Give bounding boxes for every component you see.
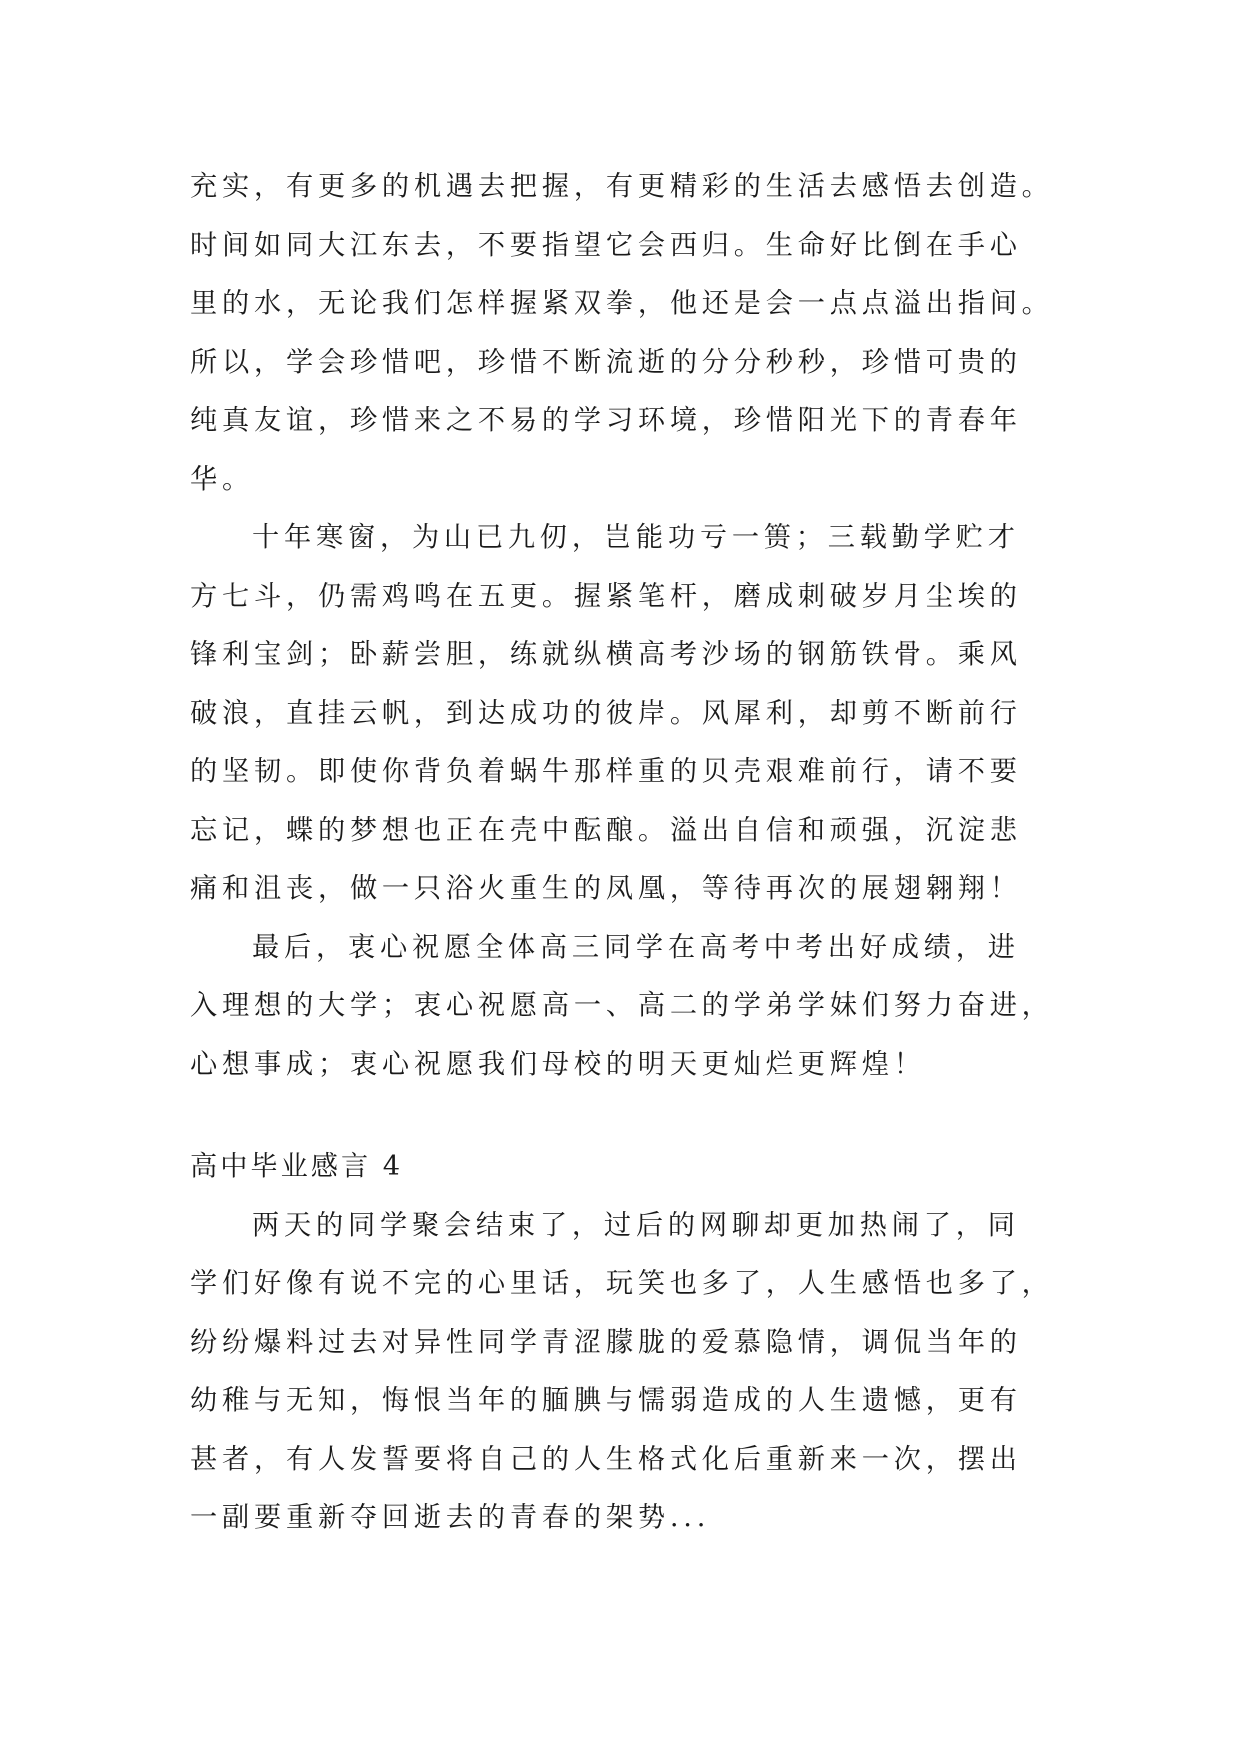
text-line: 纯真友谊，珍惜来之不易的学习环境，珍惜阳光下的青春年: [190, 405, 1022, 436]
text-line: 两天的同学聚会结束了，过后的网聊却更加热闹了，同: [252, 1209, 1020, 1241]
paragraph-wishes: [190, 919, 1052, 1095]
paragraph-reunion: [190, 1197, 1052, 1548]
text-line: 忘记，蝶的梦想也正在壳中酝酿。溢出自信和顽强，沉淀悲: [190, 814, 1022, 846]
text-line: 锋利宝剑；卧薪尝胆，练就纵横高考沙场的钢筋铁骨。乘风: [190, 639, 1022, 670]
text-line: 方七斗，仍需鸡鸣在五更。握紧笔杆，磨成刺破岁月尘埃的: [190, 580, 1022, 612]
text-line: 的坚韧。即使你背负着蜗牛那样重的贝壳艰难前行，请不要: [190, 756, 1022, 787]
paragraph-study: [190, 509, 1052, 919]
text-line: 所以，学会珍惜吧，珍惜不断流逝的分分秒秒，珍惜可贵的: [190, 346, 1022, 378]
section-heading: 高中毕业感言 4: [190, 1151, 404, 1182]
text-line: 学们好像有说不完的心里话，玩笑也多了，人生感悟也多了，: [190, 1268, 1054, 1299]
text-line: 十年寒窗，为山已九仞，岂能功亏一篑；三载勤学贮才: [252, 522, 1020, 553]
text-line: 里的水，无论我们怎样握紧双拳，他还是会一点点溢出指间。: [190, 288, 1054, 319]
text-line: 心想事成；衷心祝愿我们母校的明天更灿烂更辉煌！: [190, 1048, 926, 1080]
document-body: [190, 158, 1052, 1548]
text-line: 幼稚与无知，悔恨当年的腼腆与懦弱造成的人生遗憾，更有: [190, 1385, 1022, 1416]
section-spacer: [190, 1094, 1052, 1138]
text-line: 一副要重新夺回逝去的青春的架势...: [190, 1502, 711, 1533]
text-line: 甚者，有人发誓要将自己的人生格式化后重新来一次，摆出: [190, 1443, 1022, 1475]
text-line: 最后，衷心祝愿全体高三同学在高考中考出好成绩，进: [252, 931, 1020, 963]
text-line: 充实，有更多的机遇去把握，有更精彩的生活去感悟去创造。: [190, 171, 1054, 202]
text-line: 痛和沮丧，做一只浴火重生的凤凰，等待再次的展翅翱翔！: [190, 873, 1022, 904]
text-line: 入理想的大学；衷心祝愿高一、高二的学弟学妹们努力奋进，: [190, 990, 1054, 1021]
text-line: 纷纷爆料过去对异性同学青涩朦胧的爱慕隐情，调侃当年的: [190, 1326, 1022, 1358]
text-line: 破浪，直挂云帆，到达成功的彼岸。风犀利，却剪不断前行: [190, 697, 1022, 729]
text-line: 时间如同大江东去，不要指望它会西归。生命好比倒在手心: [190, 229, 1022, 261]
text-line: 华。: [190, 463, 254, 495]
paragraph-continuation: [190, 158, 1052, 509]
